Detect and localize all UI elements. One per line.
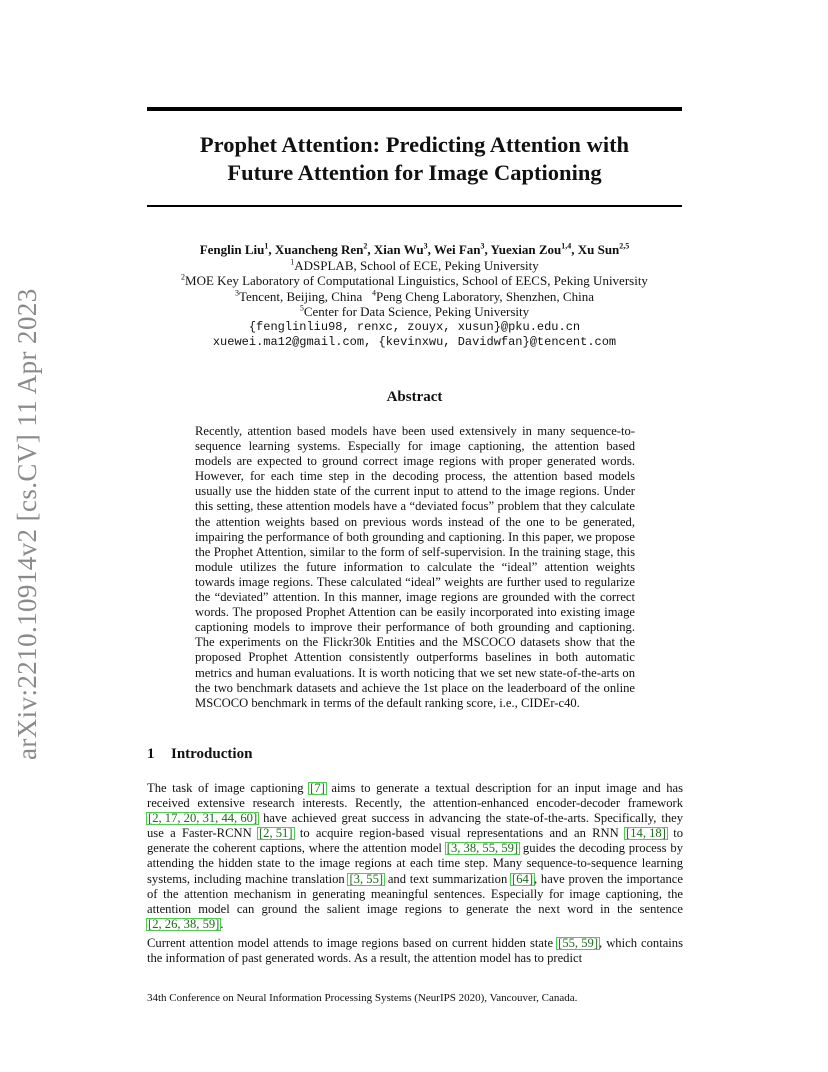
affiliation-5: $^5$Center for Data Science, Peking University [299,303,530,319]
author-list: Fenglin Liu$^1$, Xuancheng Ren$^2$, Xian Wu$^3$, Wei Fan$^3$, Yuexian Zou$^{1,4}$, Xu Sun$^{2,5}$ [199,241,630,257]
citation-link[interactable]: [3, 55] [349,871,384,886]
citation-link[interactable]: [2, 26, 38, 59] [148,916,220,931]
author-sup: 3 [423,241,428,251]
intro-paragraph-2: Current attention model attends to image regions based on current hidden state [55, 59], which contains the information of past generated words. As a result, the attention model has to predict [147,936,683,966]
conference-footer: 34th Conference on Neural Information Processing Systems (NeurIPS 2020), Vancouver, Canada. [147,992,578,1004]
author-name: Xuancheng Ren [274,242,364,257]
author-block [147,242,682,351]
author-name: Wei Fan [433,242,481,257]
section-title: Introduction [171,746,253,762]
title-bottom-rule [147,205,682,207]
citation-link[interactable]: [55, 59] [558,936,599,950]
abstract-heading: Abstract [386,389,443,405]
author-sup: 1 [264,241,269,251]
title-line-1: Prophet Attention: Predicting Attention with [199,132,630,157]
affiliation-1: $^1$ADSPLAB, School of ECE, Peking University [290,257,539,273]
arxiv-identifier: arXiv:2210.10914v2 [cs.CV] 11 Apr 2023 [12,288,42,760]
paper-title [147,131,682,187]
author-name: Yuexian Zou [490,242,562,257]
affiliation-3-4: $^3$Tencent, Beijing, China $^4$Peng Cheng Laboratory, Shenzhen, China [235,288,594,304]
affiliation-2: $^2$MOE Key Laboratory of Computational Linguistics, School of EECS, Peking University [181,272,648,288]
author-sup: 2,5 [619,241,630,251]
title-line-2: Future Attention for Image Captioning [227,160,602,185]
citation-link[interactable]: [64] [512,871,534,886]
section-number: 1 [147,746,155,762]
citation-link[interactable]: [7] [310,781,325,795]
citation-link[interactable]: [2, 17, 20, 31, 44, 60] [148,811,258,826]
section-heading-introduction [147,746,252,763]
author-name: Xian Wu [373,242,424,257]
email-line-1: {fenglinliu98, renxc, zouyx, xusun}@pku.edu.cn [248,319,581,334]
abstract-text: Recently, attention based models have been used extensively in many sequence-to-sequence learning systems. Especially for image captioning, the attention based models are expected to ground correct image regions with proper generated words. However, for each time step in the decoding process, the attention based models usually use the hidden state of the current input to attend to the image regions. Under this setting, these attention models have a “deviated focus” problem that they calculate the attention weights based on previous words instead of the one to be generated, impairing the performance of both grounding and captioning. In this paper, we propose the Prophet Attention, similar to the form of self-supervision. In the training stage, this module utilizes the future information to calculate the “ideal” attention weights towards image regions. These calculated “ideal” weights are further used to regularize the “deviated” attention. In this manner, image regions are grounded with the correct words. The proposed Prophet Attention can be easily incorporated into existing image captioning models to improve their performance of both grounding and captioning. The experiments on the Flickr30k Entities and the MSCOCO datasets show that the proposed Prophet Attention consistently outperforms baselines in both automatic metrics and human evaluations. It is worth noticing that we set new state-of-the-arts on the two benchmark datasets and achieve the 1st place on the leaderboard of the online MSCOCO benchmark in terms of the default ranking score, i.e., CIDEr-c40. [195,424,635,710]
author-sup: 2 [363,241,368,251]
author-name: Xu Sun [577,242,620,257]
author-sup: 3 [480,241,485,251]
intro-paragraph-1: The task of image captioning [7] aims to generate a textual description for an input image and has received extensive research interests. Recently, the attention-enhanced encoder-decoder framework [2, 17, 20, 31, 44, 60] have achieved great success in advancing the state-of-the-arts. Specifically, they use a Faster-RCNN [2, 51] to acquire region-based visual representations and an RNN [14, 18] to generate the coherent captions, where the attention model [3, 38, 55, 59] guides the decoding process by attending the hidden state to the image regions at each time step. Many sequence-to-sequence learning systems, including machine translation [3, 55] and text summarization [64], have proven the importance of the attention mechanism in generating meaningful sentences. Especially for image captioning, the attention model can ground the salient image regions to generate the next word in the sentence [2, 26, 38, 59]. [147,781,684,931]
email-line-2: xuewei.ma12@gmail.com, {kevinxwu, Davidwfan}@tencent.com [212,335,617,349]
author-name: Fenglin Liu [199,242,265,257]
citation-link[interactable]: [3, 38, 55, 59] [446,841,519,856]
title-top-rule [147,107,682,111]
author-sup: 1,4 [561,241,572,251]
citation-link[interactable]: [14, 18] [626,826,666,841]
citation-link[interactable]: [2, 51] [258,826,293,841]
